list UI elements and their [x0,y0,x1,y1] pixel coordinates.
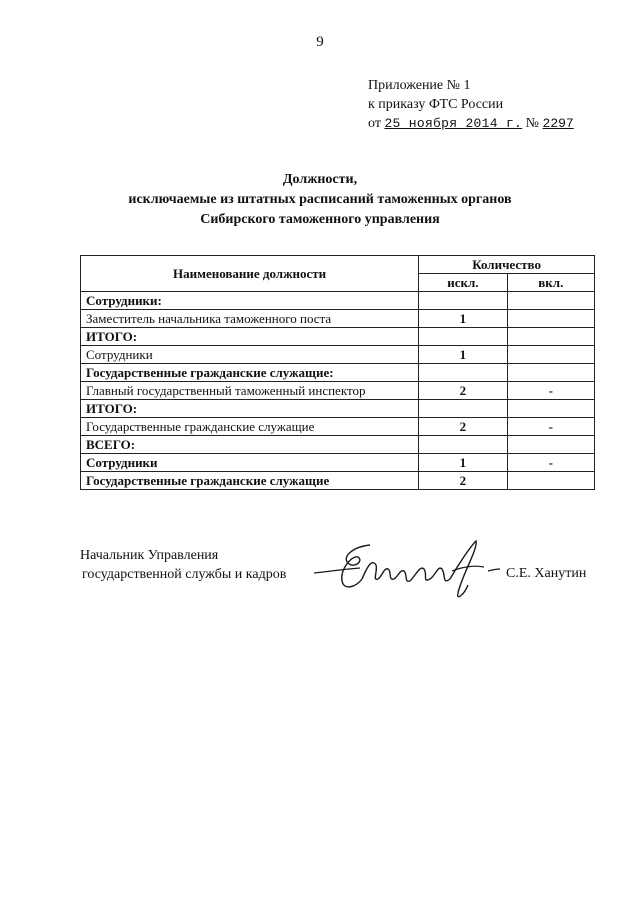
included-count-cell [507,292,594,310]
included-count-cell [507,472,594,490]
table-row [81,400,595,418]
included-count-cell [507,328,594,346]
position-name-cell: Государственные гражданские служащие: [81,364,419,382]
table-row [81,310,595,328]
excluded-count-cell: 1 [419,310,507,328]
excluded-count-cell: 1 [419,454,507,472]
table-row [81,364,595,382]
appendix-line1: Приложение № 1 [368,78,471,93]
excluded-count-cell [419,328,507,346]
table-row [81,346,595,364]
signature-position [80,546,286,584]
excluded-count-cell [419,292,507,310]
table-row [81,436,595,454]
header-excluded: искл. [419,274,507,292]
included-count-cell [507,436,594,454]
header-included: вкл. [507,274,594,292]
included-count-cell [507,364,594,382]
excluded-count-cell: 2 [419,382,507,400]
appendix-header [368,76,605,133]
position-name-cell: ИТОГО: [81,328,419,346]
table-row [81,454,595,472]
positions-table [80,255,595,490]
title-line2: исключаемые из штатных расписаний таможенных органов [128,192,512,207]
table-row [81,472,595,490]
handwritten-signature [312,535,502,607]
excluded-count-cell: 2 [419,472,507,490]
table-body [81,292,595,490]
header-quantity: Количество [419,256,595,274]
position-line1: Начальник Управления [80,548,219,563]
document-title [0,170,640,230]
order-number: 2297 [542,116,574,131]
included-count-cell: - [507,418,594,436]
excluded-count-cell [419,436,507,454]
included-count-cell [507,400,594,418]
appendix-date-line [368,114,605,133]
excluded-count-cell [419,400,507,418]
position-line2: государственной службы и кадров [82,567,287,582]
order-date: 25 ноября 2014 г. [384,116,523,131]
position-name-cell: Государственные гражданские служащие [81,472,419,490]
position-name-cell: ВСЕГО: [81,436,419,454]
excluded-count-cell: 2 [419,418,507,436]
position-name-cell: Сотрудники [81,346,419,364]
table-row [81,328,595,346]
position-name-cell: Сотрудники: [81,292,419,310]
included-count-cell [507,346,594,364]
header-position-name: Наименование должности [81,256,419,292]
position-name-cell: Сотрудники [81,454,419,472]
included-count-cell [507,310,594,328]
date-prefix: от [368,116,381,131]
table-row [81,418,595,436]
position-name-cell: Государственные гражданские служащие [81,418,419,436]
excluded-count-cell: 1 [419,346,507,364]
signer-name: С.Е. Ханутин [506,566,587,581]
appendix-line2: к приказу ФТС России [368,97,504,112]
included-count-cell: - [507,454,594,472]
title-line3: Сибирского таможенного управления [200,212,440,227]
position-name-cell: Главный государственный таможенный инспектор [81,382,419,400]
included-count-cell: - [507,382,594,400]
table-row [81,292,595,310]
page-number: 9 [316,34,324,50]
title-line1: Должности, [282,172,358,187]
excluded-count-cell [419,364,507,382]
position-name-cell: ИТОГО: [81,400,419,418]
table-row [81,382,595,400]
number-prefix: № [525,116,540,131]
position-name-cell: Заместитель начальника таможенного поста [81,310,419,328]
